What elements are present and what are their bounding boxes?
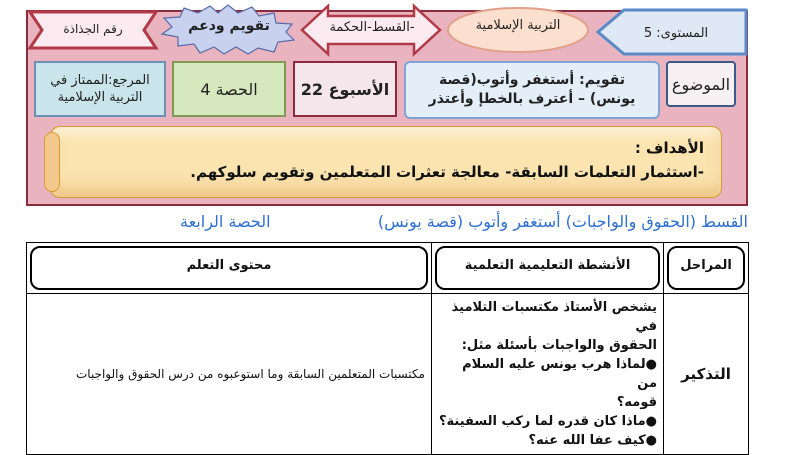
activity-line: ●ماذا كان قدره لما ركب السفينة؟ (439, 414, 657, 429)
unit-name: -القسط-الحكمة (329, 20, 415, 35)
activity-line: ●كيف عفا الله عنه؟ (528, 433, 657, 448)
activity-line: يشخص الأستاذ مكتسبات التلاميذ في (451, 300, 657, 334)
lesson-table (26, 242, 749, 455)
subject-name: التربية الإسلامية (475, 18, 561, 33)
goals-text: -استثمار التعلمات السابقة- معالجة تعثرات المتعلمين وتقويم سلوكهم. (190, 163, 704, 181)
header-stages: المراحل (667, 246, 745, 290)
activity-line: ●لماذا هرب يونس عليه السلام من (462, 357, 657, 391)
row-activities (432, 294, 664, 455)
activity-line: قومه؟ (616, 395, 657, 410)
topic-label: الموضوع (666, 61, 736, 107)
unit-line (180, 212, 748, 236)
sheet-number-label: رقم الجذاذة (63, 22, 123, 36)
header-activities: الأنشطة التعليمية التعلمية (435, 246, 660, 290)
header-content: محتوى التعلم (30, 246, 428, 290)
unit-line-session: الحصة الرابعة (180, 212, 271, 231)
activity-line: الحقوق والواجبات بأسئلة مثل: (461, 338, 657, 353)
row-content: مكتسبات المتعلمين السابقة وما استوعبوه من درس الحقوق والواجبات (27, 294, 432, 455)
topic-value: تقويم: أستغفر وأتوب(قصة يونس) – أعترف بالخطإ وأعتذر (404, 61, 660, 119)
goals-title: الأهداف : (634, 139, 704, 157)
goals-scroll (50, 126, 722, 198)
goals-scroll-curl (44, 132, 60, 192)
week-label: الأسبوع 22 (293, 61, 397, 117)
row-stage: التذكير (664, 294, 749, 455)
session-label: الحصة 4 (172, 61, 286, 117)
table-row (27, 294, 749, 455)
reference-label: المرجع:الممتاز في التربية الإسلامية (34, 61, 166, 117)
table-header-row (27, 243, 749, 294)
header-stages-cell (664, 243, 749, 294)
evaluation-label: تقويم ودعم (188, 18, 270, 34)
header-activities-cell (432, 243, 664, 294)
unit-line-title: القسط (الحقوق والواجبات) أستغفر وأتوب (قصة يونس) (377, 212, 748, 231)
level-label: المستوى: 5 (643, 26, 709, 41)
header-content-cell (27, 243, 432, 294)
